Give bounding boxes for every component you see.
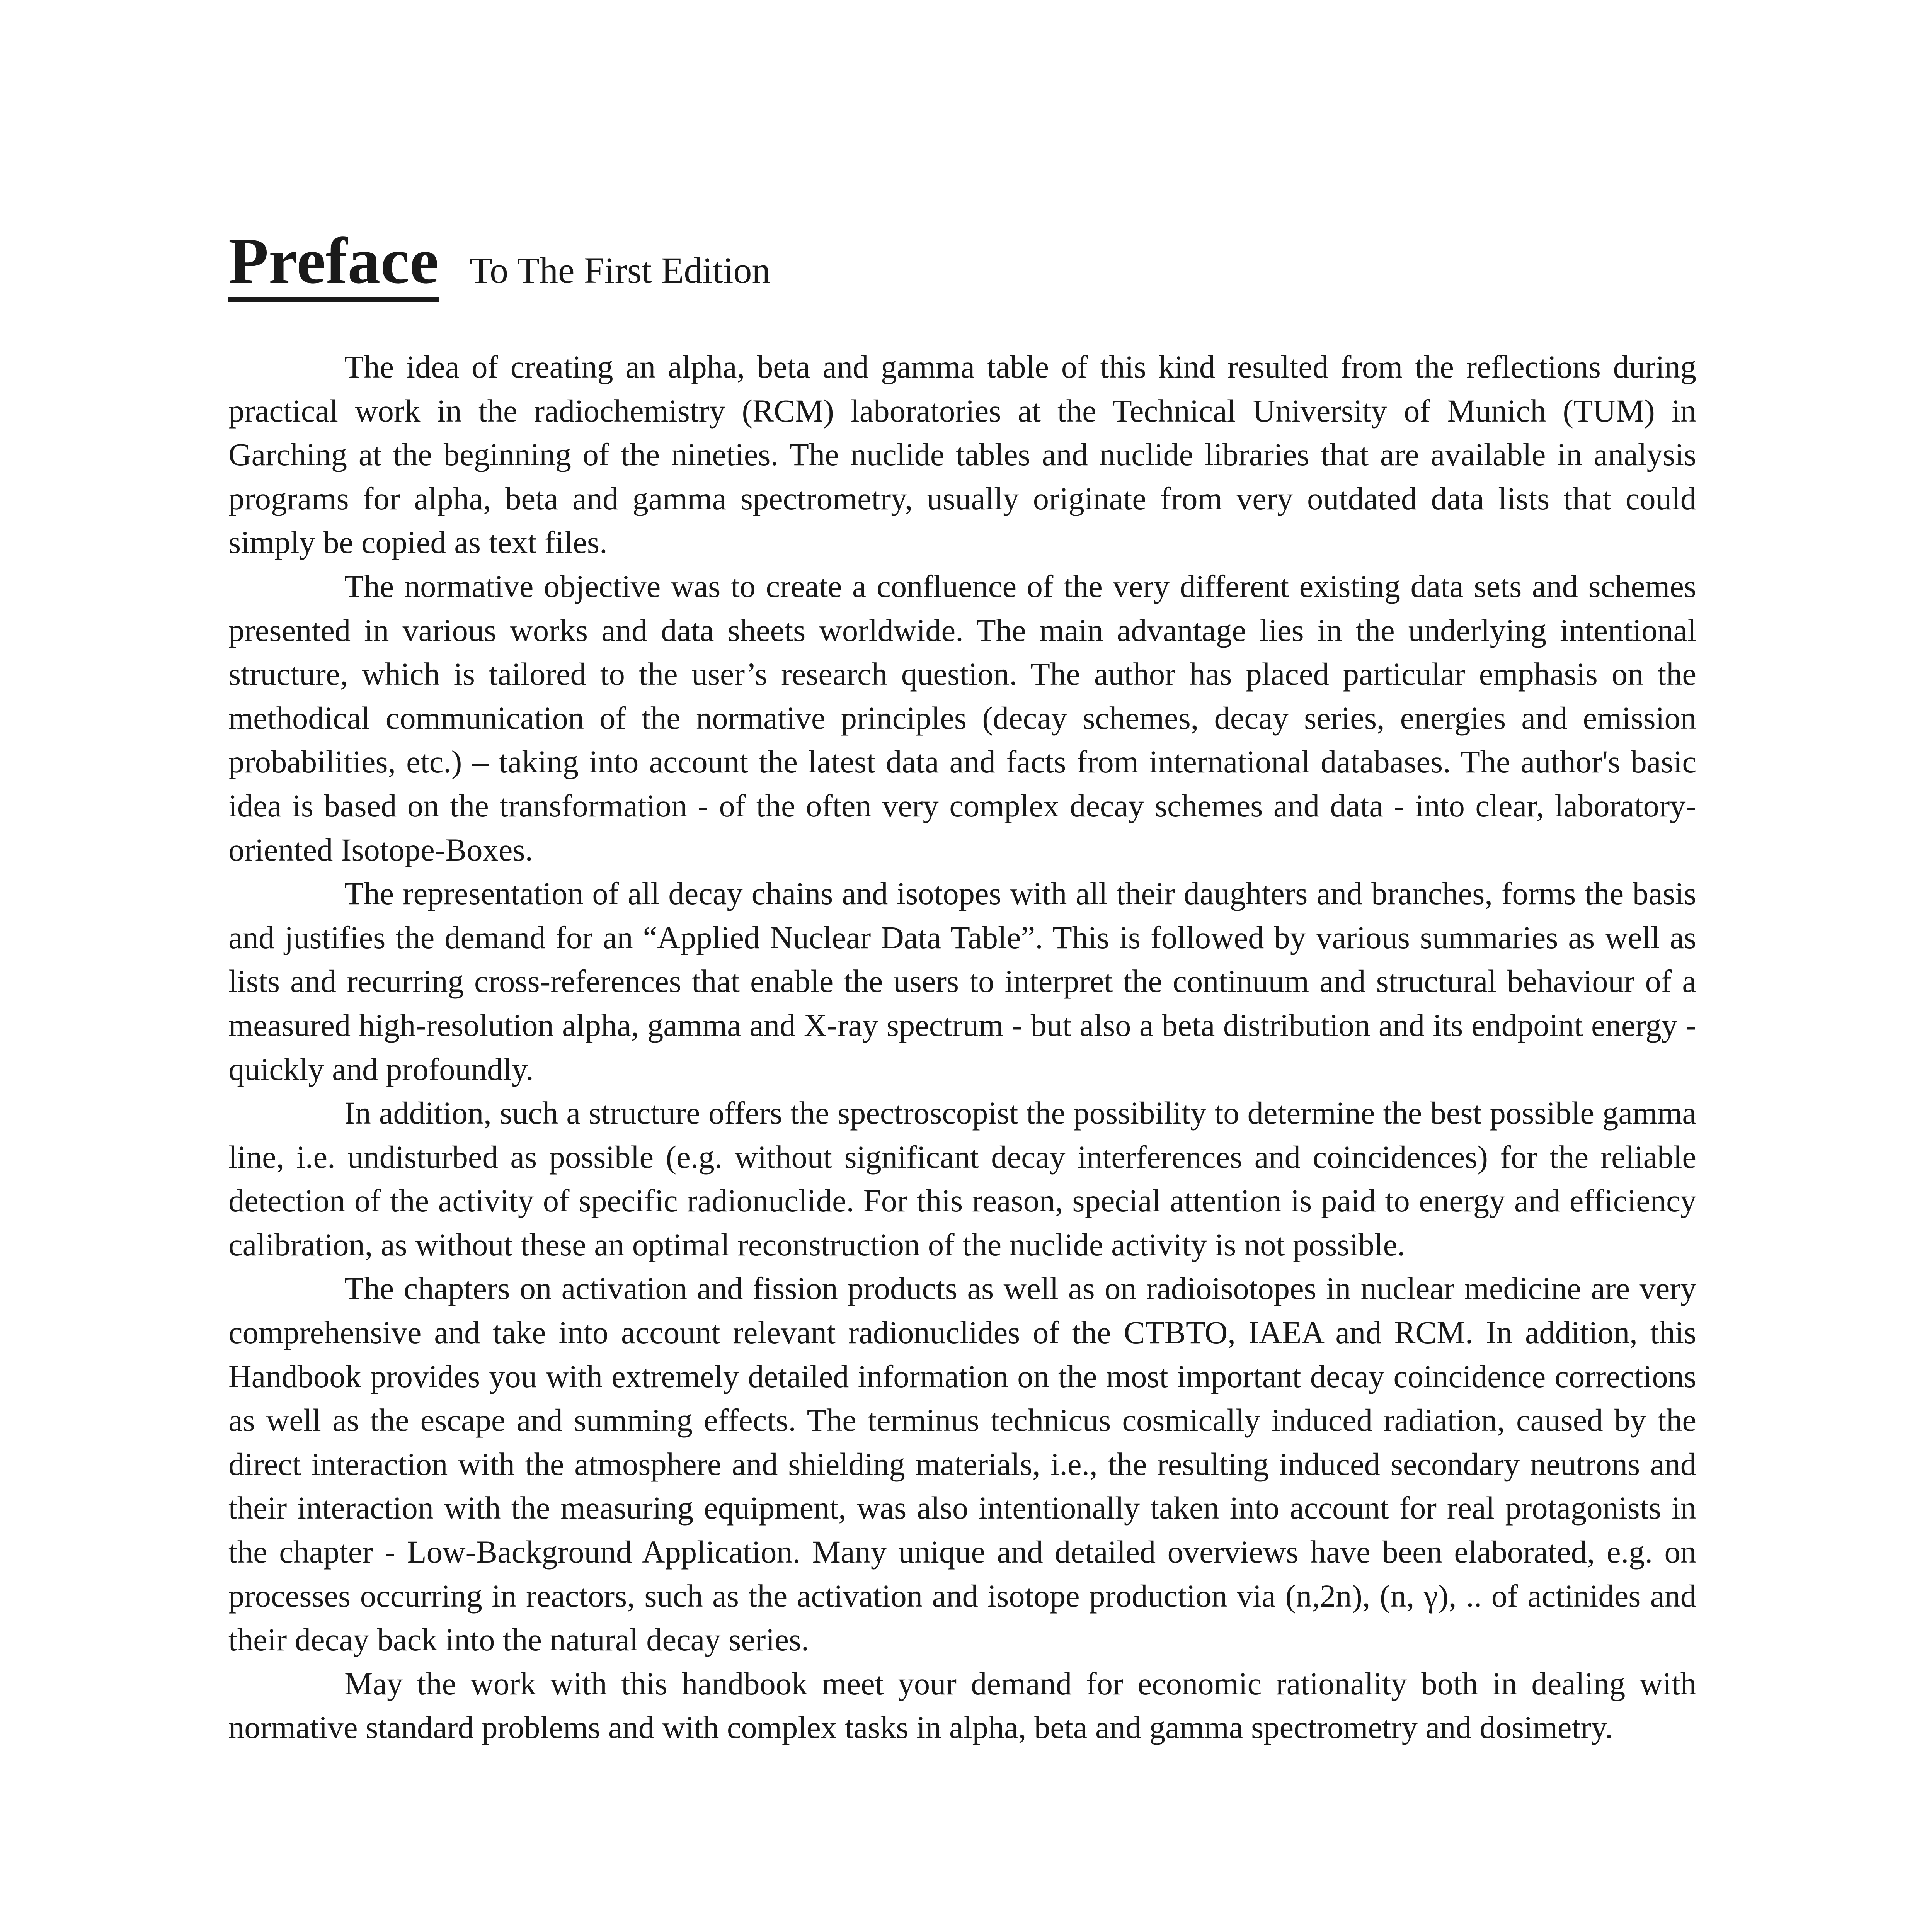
page-subtitle: To The First Edition [470,250,771,291]
paragraph-2: The normative objective was to create a confluence of the very different existing data sets and schemes presented in various works and data sheets worldwide. The main advantage lies in the underlying intentional structure, which is tailored to the user’s research question. The author has placed particular emphasis on the methodical communication of the normative principles (decay schemes, decay series, energies and emission probabilities, etc.) – taking into account the latest data and facts from international databases. The author's basic idea is based on the transformation - of the often very complex decay schemes and data - into clear, laboratory-oriented Isotope-Boxes. [228,568,1696,867]
paragraph-1: The idea of creating an alpha, beta and gamma table of this kind resulted from the reflections during practical work in the radiochemistry (RCM) laboratories at the Technical University of Munich (TUM) in Garching at the beginning of the nineties. The nuclide tables and nuclide libraries that are available in analysis programs for alpha, beta and gamma spectrometry, usually originate from very outdated data lists that could simply be copied as text files. [228,349,1696,560]
preface-body [228,345,1696,1750]
paragraph-3: The representation of all decay chains and isotopes with all their daughters and branches, forms the basis and justifies the demand for an “Applied Nuclear Data Table”. This is followed by various summaries as well as lists and recurring cross-references that enable the users to interpret the continuum and structural behaviour of a measured high-resolution alpha, gamma and X-ray spectrum - but also a beta distribution and its endpoint energy - quickly and profoundly. [228,876,1696,1087]
paragraph-5: The chapters on activation and fission products as well as on radioisotopes in nuclear medicine are very comprehensive and take into account relevant radionuclides of the CTBTO, IAEA and RCM. In addition, this Handbook provides you with extremely detailed information on the most important decay coincidence corrections as well as the escape and summing effects. The terminus technicus cosmically induced radiation, caused by the direct interaction with the atmosphere and shielding materials, i.e., the resulting induced secondary neutrons and their interaction with the measuring equipment, was also intentionally taken into account for real protagonists in the chapter - Low-Background Application. Many unique and detailed overviews have been elaborated, e.g. on processes occurring in reactors, such as the activation and isotope production via (n,2n), (n, γ), .. of actinides and their decay back into the natural decay series. [228,1270,1696,1658]
page-title: Preface [228,228,439,302]
paragraph-4: In addition, such a structure offers the spectroscopist the possibility to determine the best possible gamma line, i.e. undisturbed as possible (e.g. without significant decay interferences and coincidences) for the reliable detection of the activity of specific radionuclide. For this reason, special attention is paid to energy and efficiency calibration, as without these an optimal reconstruction of the nuclide activity is not possible. [228,1095,1696,1262]
paragraph-6: May the work with this handbook meet your demand for economic rationality both in dealing with normative standard problems and with complex tasks in alpha, beta and gamma spectrometry and dosimetry. [228,1665,1696,1745]
preface-heading [228,224,1697,305]
